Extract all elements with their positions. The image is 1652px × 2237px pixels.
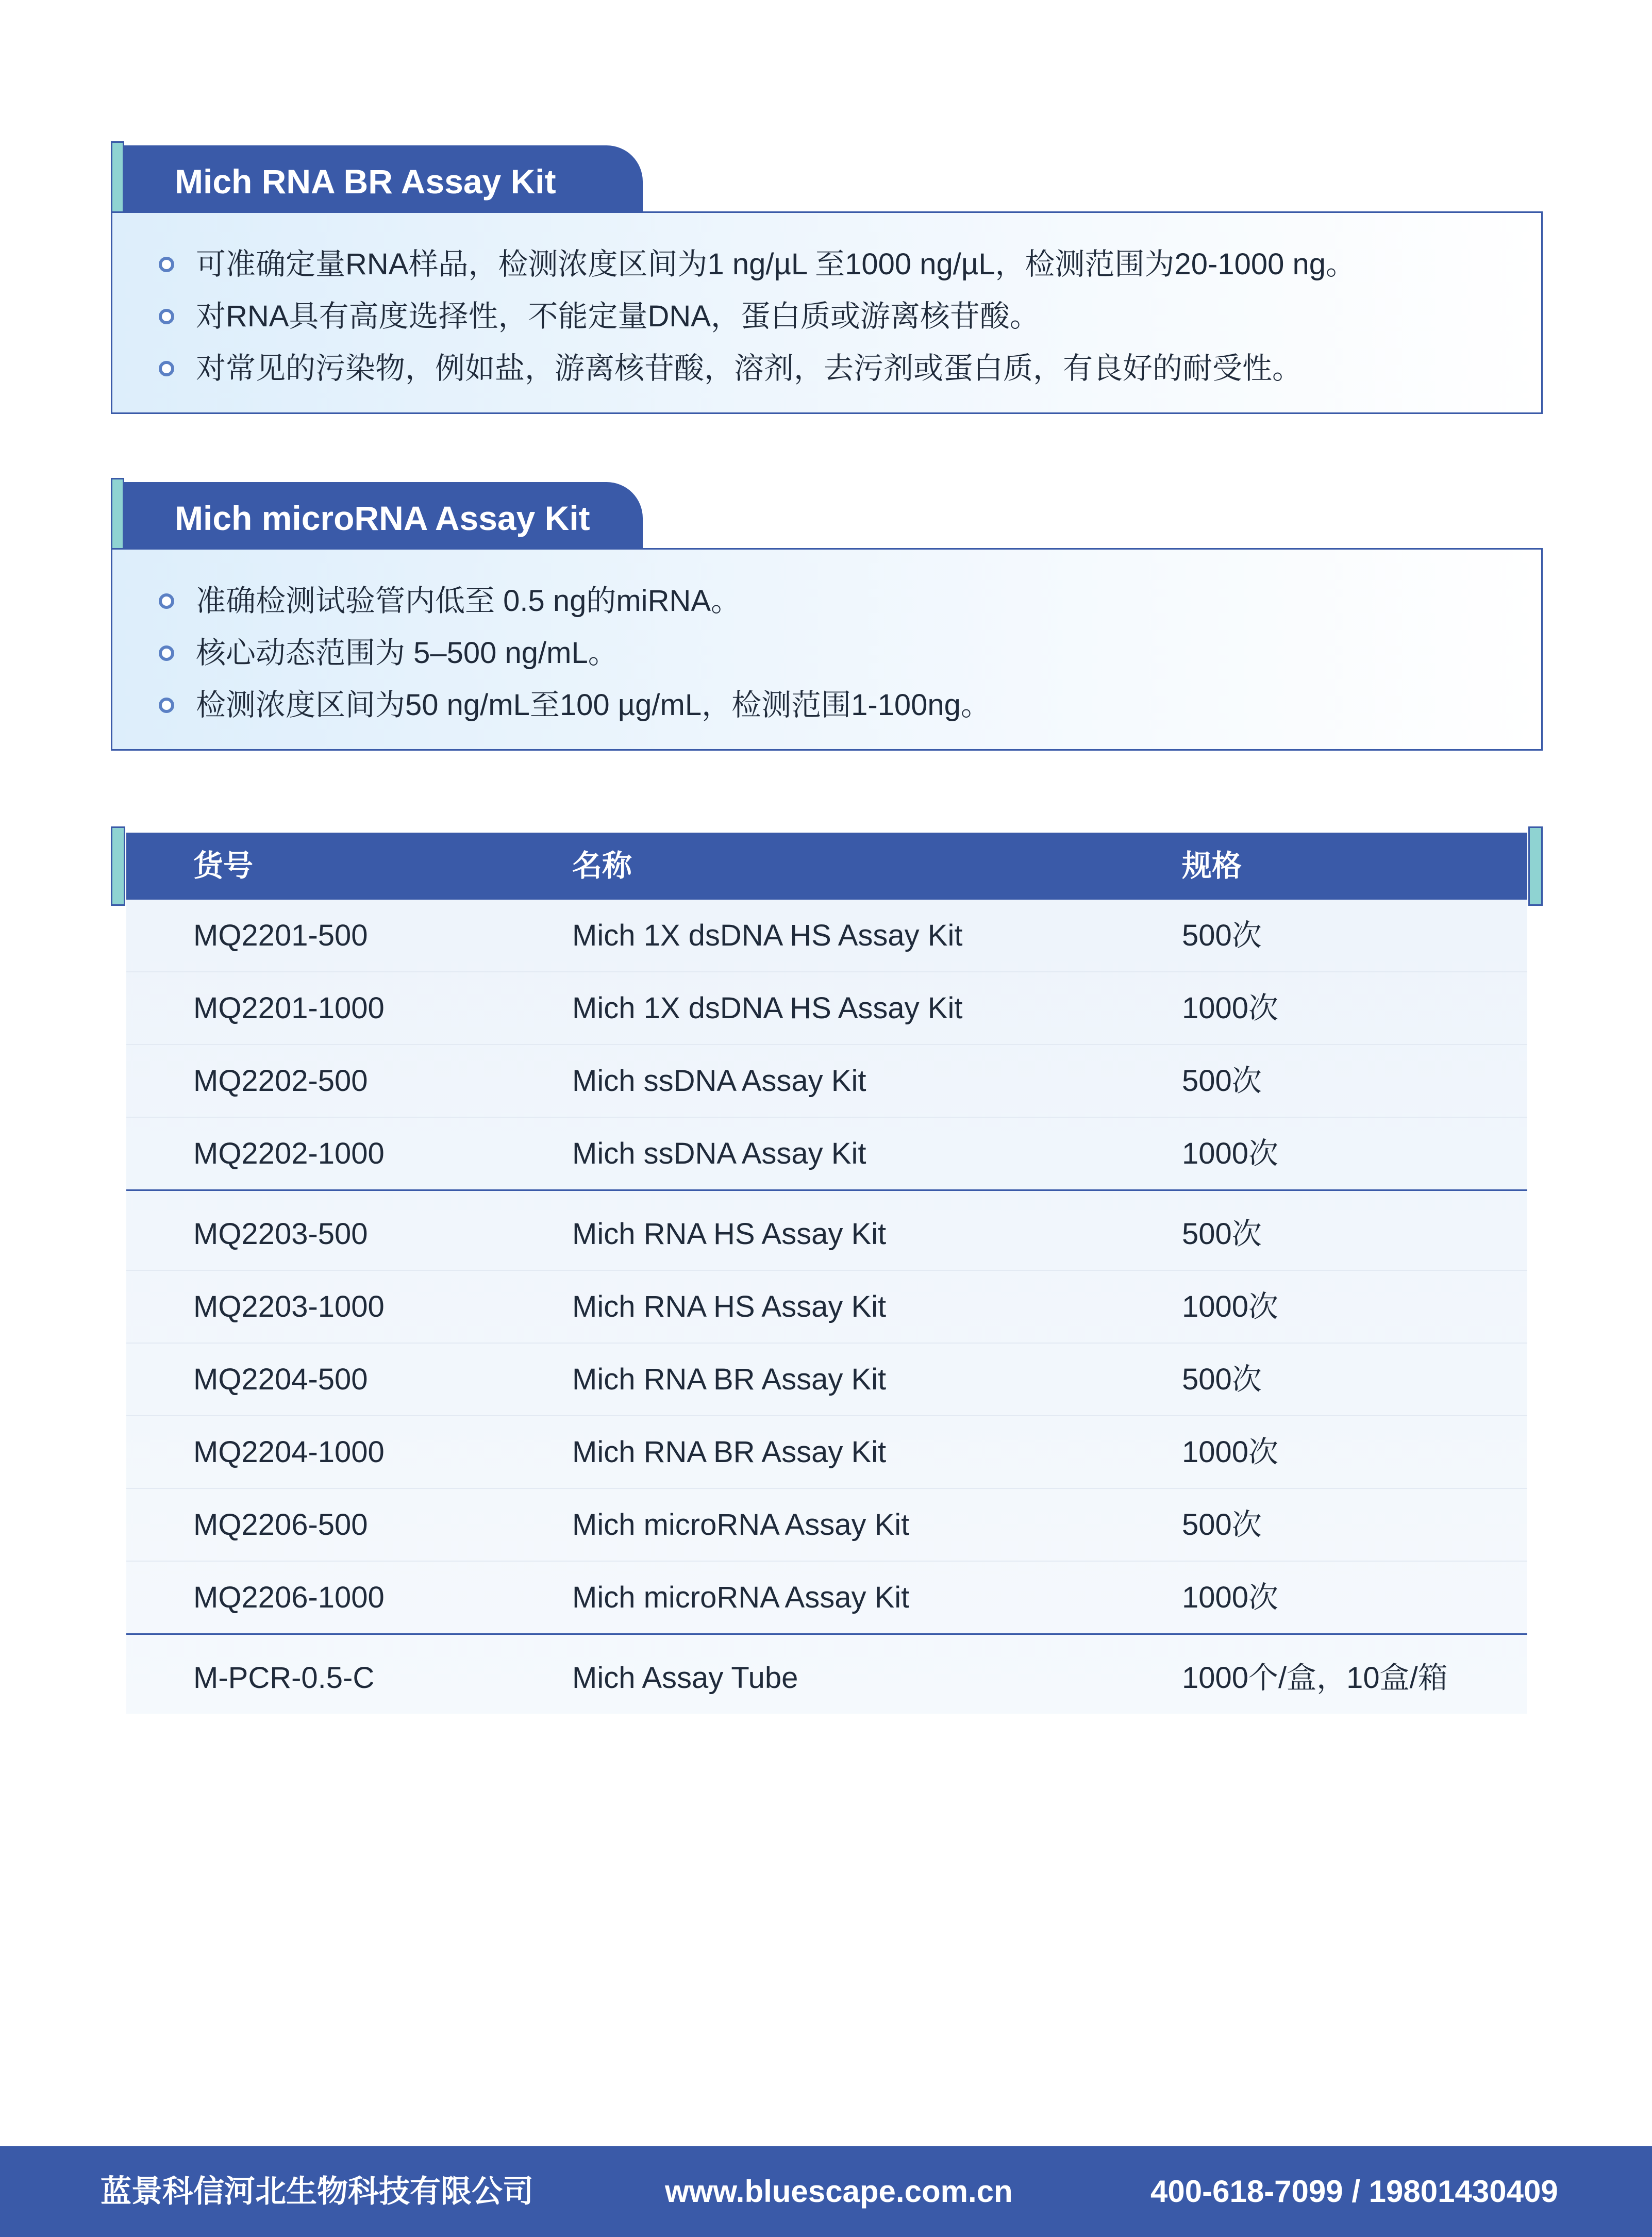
feature-text: 核心动态范围为 5–500 ng/mL。 [196, 636, 618, 670]
feature-item [159, 578, 991, 630]
cell-sku: MQ2203-1000 [193, 1290, 385, 1323]
cell-spec: 1000次 [1182, 1581, 1279, 1614]
cell-spec: 500次 [1182, 919, 1262, 952]
cell-sku: MQ2204-1000 [193, 1435, 385, 1469]
bullet-icon [159, 645, 174, 661]
feature-item [159, 630, 991, 682]
feature-list [159, 241, 1356, 397]
cell-name: Mich microRNA Assay Kit [572, 1581, 910, 1614]
table-row [126, 972, 1527, 1045]
feature-item [159, 682, 991, 734]
footer-phone: 400-618-7099 / 19801430409 [1150, 2174, 1558, 2209]
cell-sku: MQ2204-500 [193, 1363, 368, 1396]
cell-spec: 500次 [1182, 1217, 1262, 1251]
cell-sku: MQ2203-500 [193, 1217, 368, 1251]
table-marker-right [1528, 826, 1543, 906]
feature-text: 准确检测试验管内低至 0.5 ng的miRNA。 [196, 584, 741, 618]
bullet-icon [159, 698, 174, 713]
section-title-tab [123, 145, 643, 211]
feature-item [159, 293, 1356, 345]
cell-spec: 1000次 [1182, 1290, 1279, 1323]
cell-name: Mich 1X dsDNA HS Assay Kit [572, 919, 963, 952]
table-row [126, 1271, 1527, 1344]
table-marker-left [111, 826, 125, 906]
cell-sku: MQ2201-500 [193, 919, 368, 952]
header-spec: 规格 [1182, 849, 1242, 883]
cell-spec: 1000个/盒，10盒/箱 [1182, 1661, 1448, 1695]
footer-website: www.bluescape.com.cn [665, 2174, 1013, 2209]
footer-company: 蓝景科信河北生物科技有限公司 [101, 2174, 533, 2209]
cell-name: Mich microRNA Assay Kit [572, 1508, 910, 1542]
section-title: Mich RNA BR Assay Kit [175, 162, 556, 201]
bullet-icon [159, 361, 174, 376]
table-row [126, 1045, 1527, 1118]
bullet-icon [159, 593, 174, 609]
header-name: 名称 [572, 849, 632, 883]
cell-name: Mich RNA BR Assay Kit [572, 1435, 887, 1469]
feature-box [111, 548, 1543, 751]
footer-bar [0, 2146, 1652, 2237]
cell-name: Mich 1X dsDNA HS Assay Kit [572, 991, 963, 1025]
feature-list [159, 578, 991, 734]
cell-sku: M-PCR-0.5-C [193, 1661, 375, 1695]
table-body [126, 900, 1527, 1714]
section-title-tab [123, 482, 643, 548]
bullet-icon [159, 309, 174, 324]
section-marker [111, 478, 124, 555]
cell-sku: MQ2206-500 [193, 1508, 368, 1542]
table-row-group [126, 900, 1527, 1189]
cell-spec: 1000次 [1182, 1137, 1279, 1170]
feature-box [111, 211, 1543, 414]
feature-text: 对RNA具有高度选择性，不能定量DNA，蛋白质或游离核苷酸。 [196, 300, 1040, 333]
cell-name: Mich RNA HS Assay Kit [572, 1217, 887, 1251]
cell-spec: 1000次 [1182, 991, 1279, 1025]
cell-name: Mich RNA BR Assay Kit [572, 1363, 887, 1396]
table-row-group [126, 1189, 1527, 1633]
table-row [126, 1416, 1527, 1489]
feature-item [159, 345, 1356, 397]
table-header [126, 833, 1527, 900]
table-row [126, 1642, 1527, 1714]
cell-sku: MQ2201-1000 [193, 991, 385, 1025]
cell-spec: 500次 [1182, 1363, 1262, 1396]
section-title: Mich microRNA Assay Kit [175, 499, 590, 537]
table-row [126, 1344, 1527, 1416]
cell-name: Mich Assay Tube [572, 1661, 798, 1695]
feature-text: 可准确定量RNA样品，检测浓度区间为1 ng/µL 至1000 ng/µL，检测范围为20-1000 ng。 [196, 247, 1356, 281]
header-sku: 货号 [193, 849, 254, 883]
feature-text: 检测浓度区间为50 ng/mL至100 µg/mL，检测范围1-100ng。 [196, 688, 991, 722]
feature-item [159, 241, 1356, 293]
table-row [126, 1489, 1527, 1562]
table-row [126, 1562, 1527, 1633]
table-row-group [126, 1633, 1527, 1714]
cell-sku: MQ2202-1000 [193, 1137, 385, 1170]
bullet-icon [159, 257, 174, 272]
feature-text: 对常见的污染物，例如盐，游离核苷酸，溶剂，去污剂或蛋白质，有良好的耐受性。 [196, 352, 1303, 385]
cell-spec: 500次 [1182, 1064, 1262, 1098]
cell-sku: MQ2206-1000 [193, 1581, 385, 1614]
table-row [126, 900, 1527, 972]
table-row [126, 1198, 1527, 1271]
cell-spec: 1000次 [1182, 1435, 1279, 1469]
table-row [126, 1118, 1527, 1189]
cell-spec: 500次 [1182, 1508, 1262, 1542]
cell-name: Mich ssDNA Assay Kit [572, 1064, 866, 1098]
section-marker [111, 141, 124, 219]
cell-sku: MQ2202-500 [193, 1064, 368, 1098]
cell-name: Mich RNA HS Assay Kit [572, 1290, 887, 1323]
cell-name: Mich ssDNA Assay Kit [572, 1137, 866, 1170]
